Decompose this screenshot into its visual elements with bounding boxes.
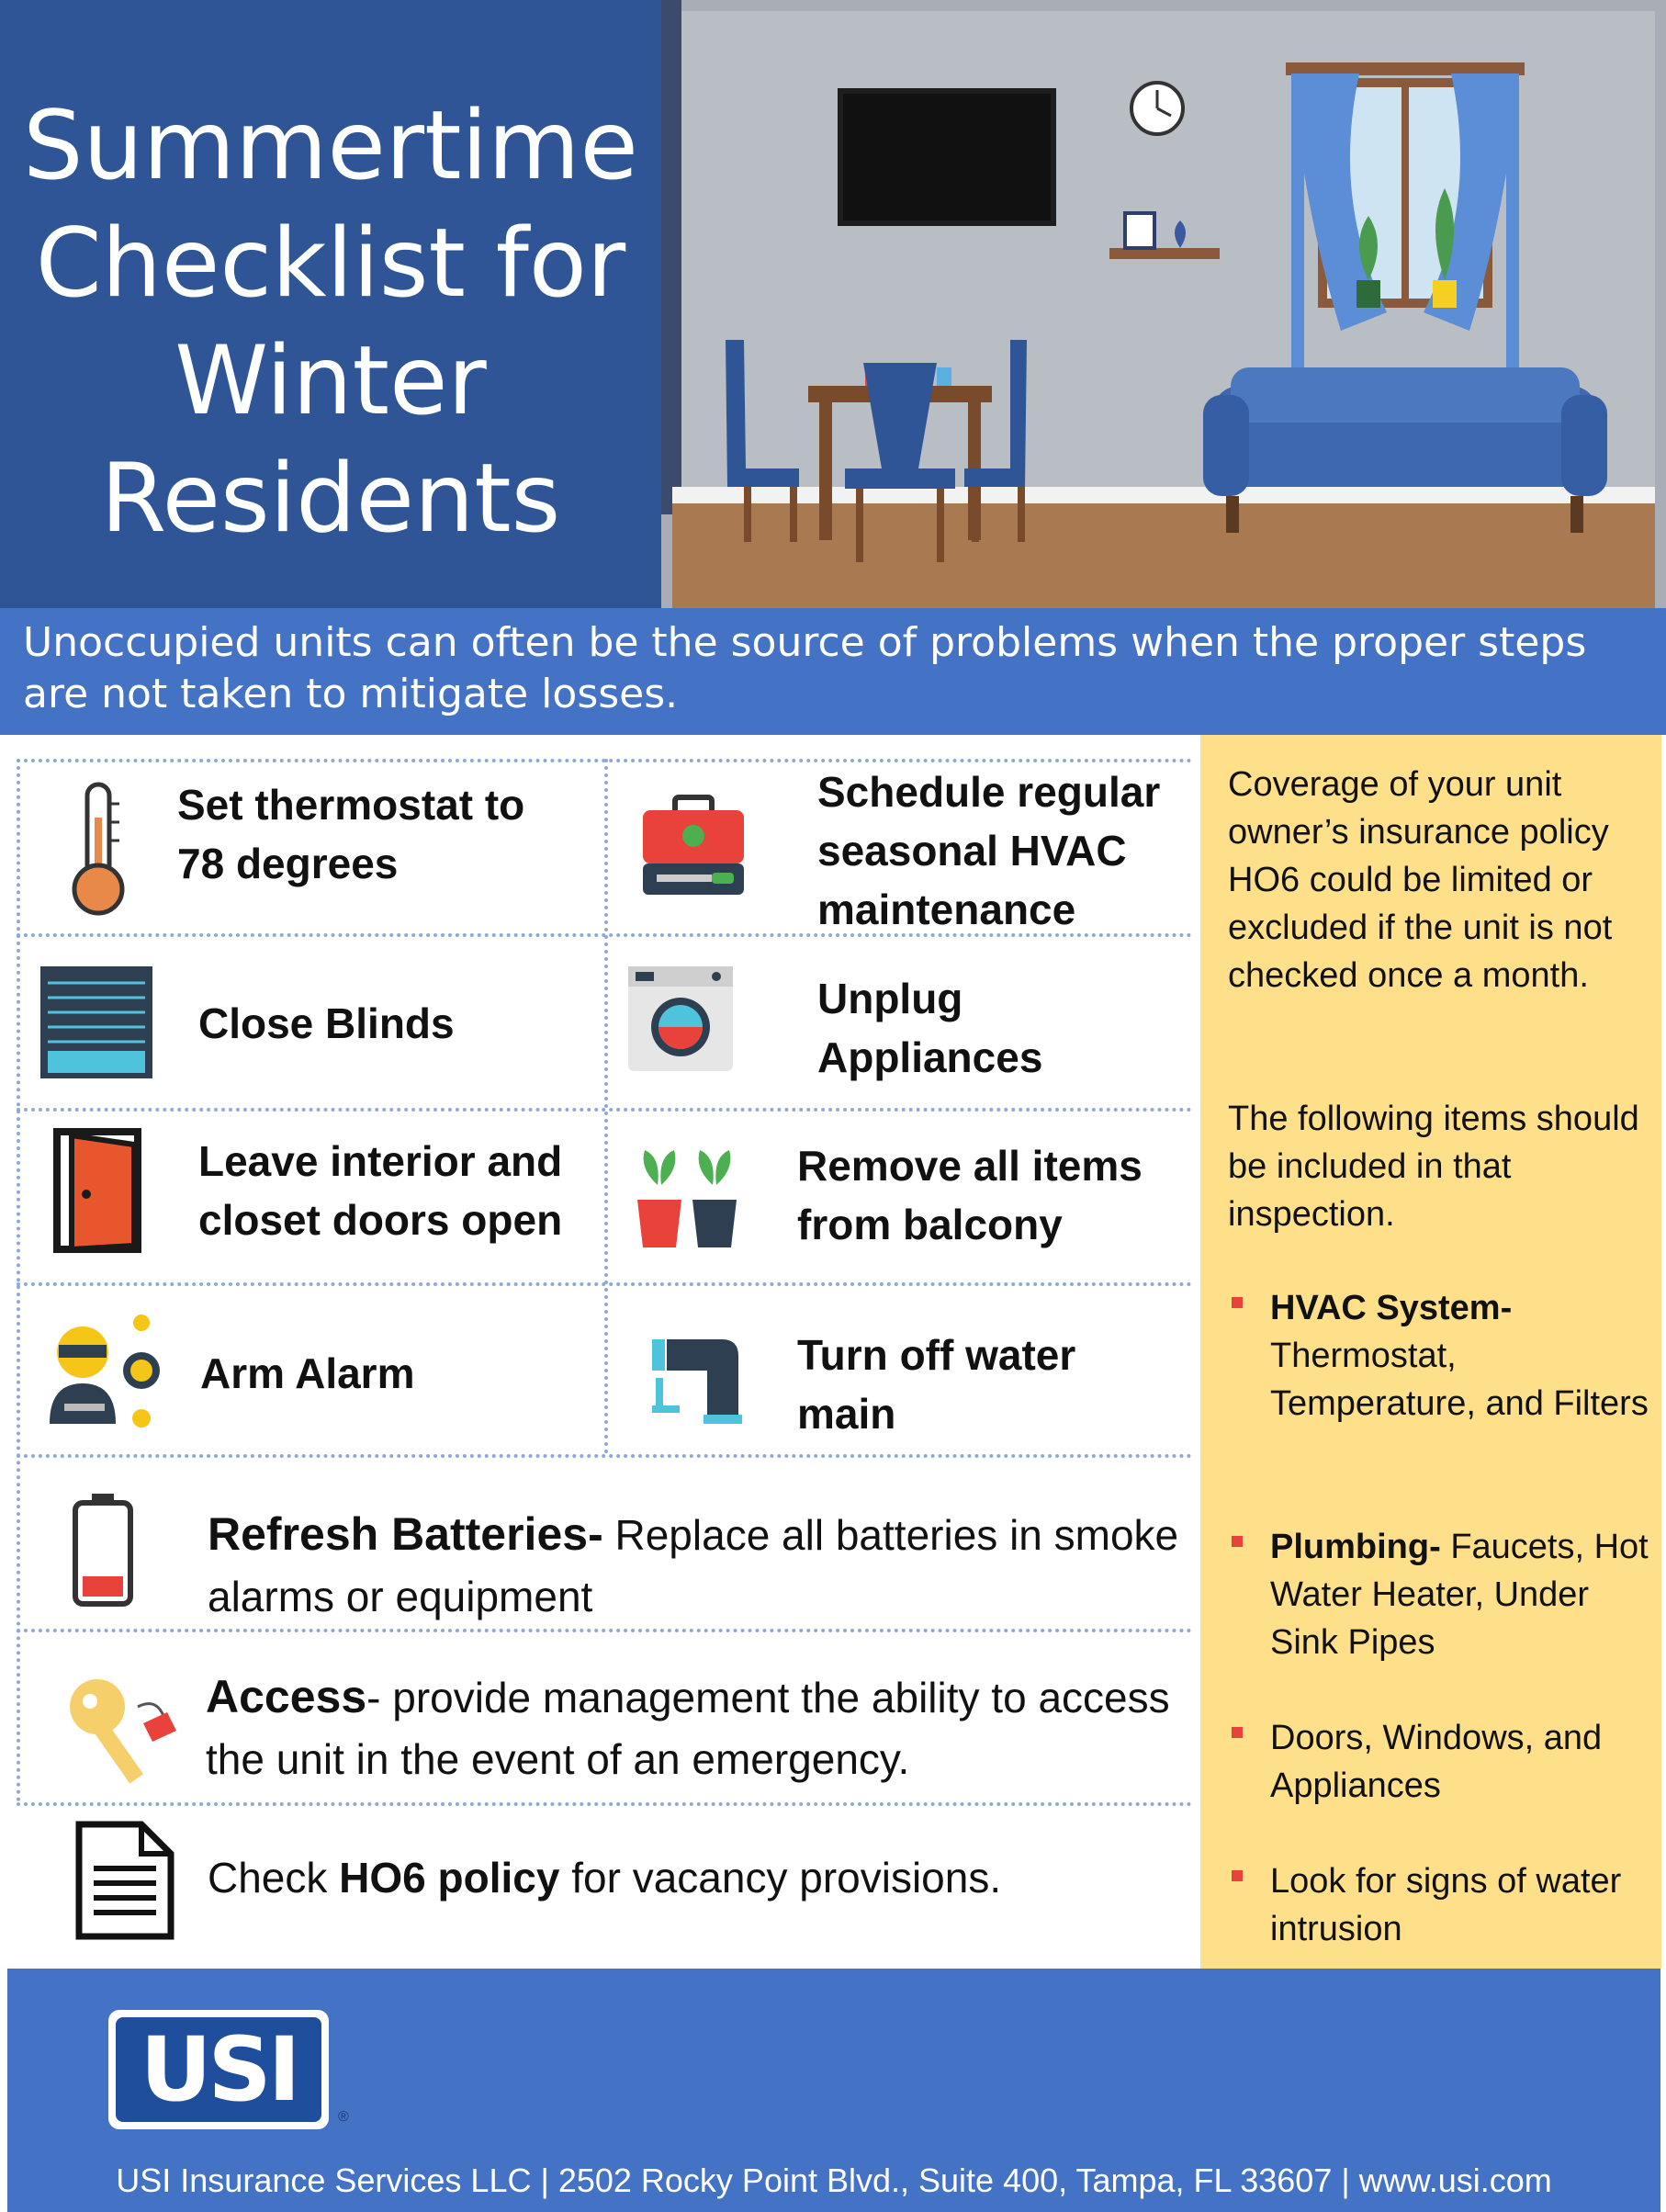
- policy-bold: HO6 policy: [339, 1854, 560, 1902]
- access-text: - provide management the ability to access the unit in the event of an emergency.: [206, 1674, 1170, 1783]
- access-item: [206, 1666, 1188, 1790]
- checklist-label: Turn off water main: [797, 1331, 1076, 1438]
- grid-line: [604, 759, 608, 1454]
- checklist-label: Close Blinds: [198, 999, 455, 1047]
- footer-contact: USI Insurance Services LLC | 2502 Rocky Point Blvd., Suite 400, Tampa, FL 33607 | www.usi.com: [116, 2161, 1552, 2199]
- blinds-icon: [40, 966, 152, 1078]
- grid-line: [17, 1454, 1192, 1458]
- checklist-label: Set thermostat to 78 degrees: [177, 781, 525, 887]
- water-pipe-icon: [648, 1330, 744, 1426]
- sidebar-paragraph: Coverage of your unit owner’s insurance policy HO6 could be limited or excluded if the unit is not checked once a month.: [1228, 765, 1613, 995]
- battery-icon: [72, 1492, 134, 1608]
- batteries-text: Replace all batteries in smoke alarms or equipment: [208, 1511, 1179, 1620]
- checklist-label: Schedule regular seasonal HVAC maintenance: [817, 768, 1161, 933]
- access-bold: Access: [206, 1671, 367, 1722]
- page-title: Summertime Checklist for Winter Residents: [23, 91, 638, 554]
- burglar-icon: [46, 1314, 165, 1433]
- bullet-marker: [1232, 1870, 1243, 1881]
- registered-mark: ®: [338, 2109, 349, 2125]
- checklist-label: Arm Alarm: [200, 1349, 415, 1397]
- bullet-marker: [1232, 1727, 1243, 1738]
- washing-machine-icon: [628, 966, 733, 1071]
- bullet-marker: [1232, 1536, 1243, 1547]
- bullet-marker: [1232, 1297, 1243, 1308]
- living-room-illustration: [661, 0, 1666, 608]
- toolbox-icon: [638, 790, 749, 900]
- grid-line: [17, 1629, 1192, 1632]
- batteries-item: [208, 1504, 1181, 1628]
- thermometer-icon: [66, 781, 130, 919]
- intro-text: Unoccupied units can often be the source of problems when the proper steps are not taken to mitigate losses.: [23, 619, 1587, 717]
- checklist-label: Leave interior and closet doors open: [198, 1137, 563, 1244]
- checklist-label: Remove all items from balcony: [797, 1142, 1143, 1248]
- checklist-label: Unplug Appliances: [817, 975, 1043, 1081]
- keys-icon: [64, 1670, 178, 1789]
- batteries-bold: Refresh Batteries-: [208, 1508, 603, 1560]
- sidebar-paragraph: The following items should be included in that inspection.: [1228, 1100, 1639, 1234]
- door-icon: [53, 1128, 141, 1253]
- grid-line: [17, 1802, 1192, 1806]
- grid-line: [17, 759, 20, 1802]
- policy-item: Check HO6 policy for vacancy provisions.: [208, 1854, 1002, 1902]
- plants-icon: [632, 1139, 742, 1249]
- document-icon: [75, 1821, 174, 1940]
- usi-logo-text: USI: [116, 2017, 321, 2122]
